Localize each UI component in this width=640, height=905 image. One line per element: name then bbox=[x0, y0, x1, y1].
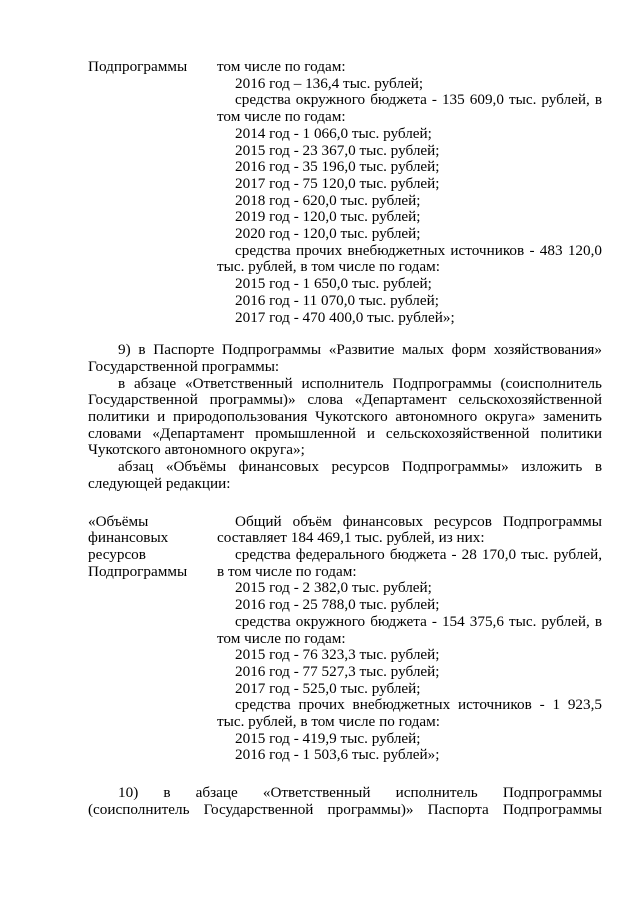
text-line: средства окружного бюджета - 135 609,0 тыс. рублей, в bbox=[235, 91, 602, 109]
text-line: словами «Департамент промышленной и сельскохозяйственной политики bbox=[88, 424, 602, 442]
row-content bbox=[217, 59, 602, 326]
text-line: 2016 год - 1 503,6 тыс. рублей»; bbox=[235, 746, 440, 764]
text-line: 2015 год - 419,9 тыс. рублей; bbox=[235, 729, 421, 747]
text-line: в том числе по годам: bbox=[217, 562, 357, 580]
text-line: 2020 год - 120,0 тыс. рублей; bbox=[235, 225, 421, 243]
text-line: средства окружного бюджета - 154 375,6 тыс. рублей, в bbox=[235, 612, 602, 630]
text-line: 2014 год - 1 066,0 тыс. рублей; bbox=[235, 124, 432, 142]
text-line: 2016 год - 11 070,0 тыс. рублей; bbox=[235, 291, 439, 309]
passport-row-financing bbox=[88, 514, 602, 765]
text-line: абзац «Объёмы финансовых ресурсов Подпрограммы» изложить в bbox=[118, 458, 602, 476]
text-line: средства федерального бюджета - 28 170,0 тыс. рублей, bbox=[235, 545, 602, 563]
text-line: 2015 год - 1 650,0 тыс. рублей; bbox=[235, 275, 432, 293]
text-line: 2016 год – 136,4 тыс. рублей; bbox=[235, 74, 424, 92]
text-line: 2015 год - 23 367,0 тыс. рублей; bbox=[235, 141, 440, 159]
text-line: 2018 год - 620,0 тыс. рублей; bbox=[235, 191, 421, 209]
text-line: средства прочих внебюджетных источников - 483 120,0 bbox=[235, 241, 602, 259]
text-line: том числе по годам: bbox=[217, 108, 346, 126]
text-line: составляет 184 469,1 тыс. рублей, из них: bbox=[217, 529, 485, 547]
text-line: (соисполнитель Государственной программы)» Паспорта Подпрограммы bbox=[88, 800, 602, 818]
paragraph-9 bbox=[88, 342, 602, 492]
text-line: 2016 год - 77 527,3 тыс. рублей; bbox=[235, 662, 440, 680]
text-line: Общий объём финансовых ресурсов Подпрограммы bbox=[235, 512, 602, 530]
paragraph-10 bbox=[88, 785, 602, 818]
spacer bbox=[88, 764, 602, 785]
row-content bbox=[217, 514, 602, 765]
text-line: 2015 год - 2 382,0 тыс. рублей; bbox=[235, 579, 432, 597]
label-line: ресурсов bbox=[88, 545, 146, 563]
text-line: политики и природопользования Чукотского автономного округа» заменить bbox=[88, 408, 602, 426]
row-label bbox=[88, 514, 217, 765]
spacer bbox=[88, 326, 602, 342]
text-line: 2017 год - 75 120,0 тыс. рублей; bbox=[235, 174, 440, 192]
text-line: 9) в Паспорте Подпрограммы «Развитие малых форм хозяйствования» bbox=[118, 341, 602, 359]
text-line: Государственной программы: bbox=[88, 357, 280, 375]
row-label: Подпрограммы bbox=[88, 58, 188, 75]
text-line: в абзаце «Ответственный исполнитель Подпрограммы (соисполнитель bbox=[118, 374, 602, 392]
text-line: том числе по годам: bbox=[217, 58, 346, 75]
text-line: тыс. рублей, в том числе по годам: bbox=[217, 258, 440, 276]
label-line: Подпрограммы bbox=[88, 562, 188, 580]
text-line: 2015 год - 76 323,3 тыс. рублей; bbox=[235, 646, 440, 664]
text-line: 2017 год - 525,0 тыс. рублей; bbox=[235, 679, 421, 697]
text-line: 2016 год - 25 788,0 тыс. рублей; bbox=[235, 596, 440, 614]
text-line: 2019 год - 120,0 тыс. рублей; bbox=[235, 208, 421, 226]
text-line: Чукотского автономного округа»; bbox=[88, 441, 305, 459]
text-line: средства прочих внебюджетных источников - 1 923,5 bbox=[235, 696, 602, 714]
label-line: финансовых bbox=[88, 529, 169, 547]
text-line: том числе по годам: bbox=[217, 629, 346, 647]
spacer bbox=[88, 493, 602, 514]
text-line: следующей редакции: bbox=[88, 474, 231, 492]
text-line: 2016 год - 35 196,0 тыс. рублей; bbox=[235, 158, 440, 176]
text-line: Государственной программы)» слова «Департамент сельскохозяйственной bbox=[88, 391, 602, 409]
text-line: тыс. рублей, в том числе по годам: bbox=[217, 713, 440, 731]
label-line: «Объёмы bbox=[88, 512, 149, 530]
document-page bbox=[88, 59, 602, 819]
text-line: 2017 год - 470 400,0 тыс. рублей»; bbox=[235, 308, 455, 326]
passport-row-prev bbox=[88, 59, 602, 326]
text-line: 10) в абзаце «Ответственный исполнитель Подпрограммы bbox=[118, 784, 602, 802]
